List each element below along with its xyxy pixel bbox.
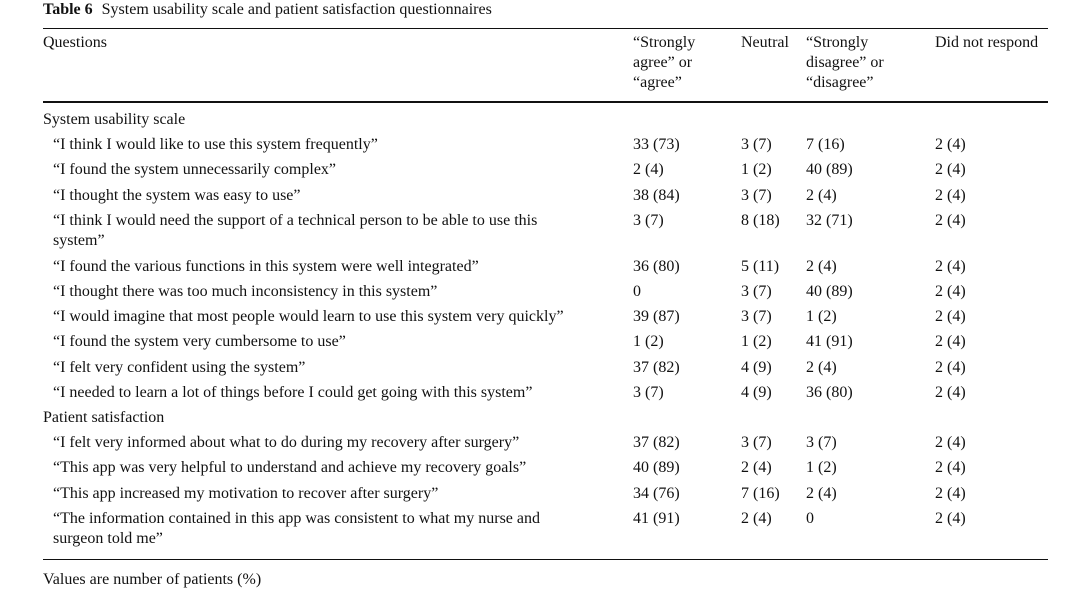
no-response-cell: 2 (4) [935, 257, 966, 275]
table-row [0, 257, 1070, 277]
table-row [0, 282, 1070, 302]
disagree-cell: 7 (16) [806, 136, 845, 154]
table-row [0, 160, 1070, 180]
table-row [0, 307, 1070, 327]
top-rule [43, 28, 1048, 29]
neutral-cell: 4 (9) [741, 358, 772, 376]
bottom-rule [43, 559, 1048, 560]
question-cell: “I would imagine that most people would learn to use this system very quickly” [53, 308, 564, 326]
no-response-cell: 2 (4) [935, 211, 966, 229]
no-response-cell: 2 (4) [935, 136, 966, 154]
neutral-cell: 1 (2) [741, 333, 772, 351]
question-cell: “I found the various functions in this system were well integrated” [53, 257, 479, 275]
disagree-cell: 2 (4) [806, 358, 837, 376]
table-row [0, 135, 1070, 155]
disagree-cell: 40 (89) [806, 161, 853, 179]
disagree-cell: 41 (91) [806, 333, 853, 351]
question-cell: “I felt very informed about what to do during my recovery after surgery” [53, 434, 520, 452]
disagree-cell: 1 (2) [806, 308, 837, 326]
agree-cell: 36 (80) [633, 257, 680, 275]
header-neutral: Neutral [741, 34, 789, 51]
no-response-cell: 2 (4) [935, 383, 966, 401]
neutral-cell: 3 (7) [741, 308, 772, 326]
disagree-cell: 40 (89) [806, 283, 853, 300]
agree-cell: 3 (7) [633, 211, 664, 229]
no-response-cell: 2 (4) [935, 509, 966, 527]
no-response-cell: 2 (4) [935, 333, 966, 351]
neutral-cell: 7 (16) [741, 484, 780, 502]
neutral-cell: 1 (2) [741, 161, 772, 179]
table-row [0, 186, 1070, 206]
disagree-cell: 32 (71) [806, 211, 853, 229]
no-response-cell: 2 (4) [935, 161, 966, 179]
neutral-cell: 2 (4) [741, 459, 772, 477]
neutral-cell: 8 (18) [741, 211, 780, 229]
table-row [0, 433, 1070, 453]
no-response-cell: 2 (4) [935, 186, 966, 204]
agree-cell: 39 (87) [633, 308, 680, 326]
question-cell: “The information contained in this app was consistent to what my nurse and surgeon told me” [53, 509, 540, 547]
agree-cell: 41 (91) [633, 509, 680, 527]
agree-cell: 0 [633, 283, 641, 300]
header-rule [43, 101, 1048, 103]
neutral-cell: 5 (11) [741, 257, 780, 275]
table-row [0, 211, 1070, 249]
question-cell: “I think I would need the support of a technical person to be able to use this system” [53, 211, 538, 249]
header-no-response: Did not respond [935, 34, 1039, 51]
question-cell: “I found the system unnecessarily complex” [53, 161, 337, 179]
header-questions: Questions [43, 34, 107, 51]
question-cell: “I think I would like to use this system frequently” [53, 136, 378, 154]
table-row [0, 332, 1070, 352]
no-response-cell: 2 (4) [935, 308, 966, 326]
disagree-cell: 0 [806, 509, 814, 527]
agree-cell: 37 (82) [633, 434, 680, 452]
no-response-cell: 2 (4) [935, 434, 966, 452]
header-disagree: “Strongly disagree” or “disagree” [806, 34, 884, 91]
table-row [0, 509, 1070, 547]
no-response-cell: 2 (4) [935, 459, 966, 477]
agree-cell: 38 (84) [633, 186, 680, 204]
question-cell: “I thought the system was easy to use” [53, 186, 301, 204]
question-cell: “This app increased my motivation to recover after surgery” [53, 484, 439, 502]
disagree-cell: 2 (4) [806, 484, 837, 502]
question-cell: “I thought there was too much inconsistency in this system” [53, 283, 438, 300]
no-response-cell: 2 (4) [935, 484, 966, 502]
agree-cell: 34 (76) [633, 484, 680, 502]
neutral-cell: 4 (9) [741, 383, 772, 401]
disagree-cell: 1 (2) [806, 459, 837, 477]
no-response-cell: 2 (4) [935, 283, 966, 300]
agree-cell: 37 (82) [633, 358, 680, 376]
no-response-cell: 2 (4) [935, 358, 966, 376]
question-cell: “I needed to learn a lot of things before I could get going with this system” [53, 383, 533, 401]
table-row [0, 358, 1070, 378]
table-caption [43, 0, 492, 20]
disagree-cell: 2 (4) [806, 186, 837, 204]
disagree-cell: 36 (80) [806, 383, 853, 401]
table-row [0, 484, 1070, 504]
agree-cell: 2 (4) [633, 161, 664, 179]
header-agree: “Strongly agree” or “agree” [633, 34, 696, 91]
table-row [0, 383, 1070, 403]
table-title: System usability scale and patient satisfaction questionnaires [101, 1, 492, 18]
neutral-cell: 3 (7) [741, 283, 772, 300]
neutral-cell: 3 (7) [741, 136, 772, 154]
neutral-cell: 3 (7) [741, 434, 772, 452]
agree-cell: 33 (73) [633, 136, 680, 154]
neutral-cell: 3 (7) [741, 186, 772, 204]
neutral-cell: 2 (4) [741, 509, 772, 527]
table-footnote: Values are number of patients (%) [43, 571, 262, 588]
agree-cell: 1 (2) [633, 333, 664, 351]
question-cell: “This app was very helpful to understand and achieve my recovery goals” [53, 459, 527, 477]
section-title: System usability scale [43, 111, 186, 128]
agree-cell: 3 (7) [633, 383, 664, 401]
table-number: Table 6 [43, 1, 93, 18]
question-cell: “I found the system very cumbersome to use” [53, 333, 346, 351]
question-cell: “I felt very confident using the system” [53, 358, 306, 376]
section-title: Patient satisfaction [43, 409, 165, 426]
table-row [0, 458, 1070, 478]
disagree-cell: 3 (7) [806, 434, 837, 452]
agree-cell: 40 (89) [633, 459, 680, 477]
disagree-cell: 2 (4) [806, 257, 837, 275]
